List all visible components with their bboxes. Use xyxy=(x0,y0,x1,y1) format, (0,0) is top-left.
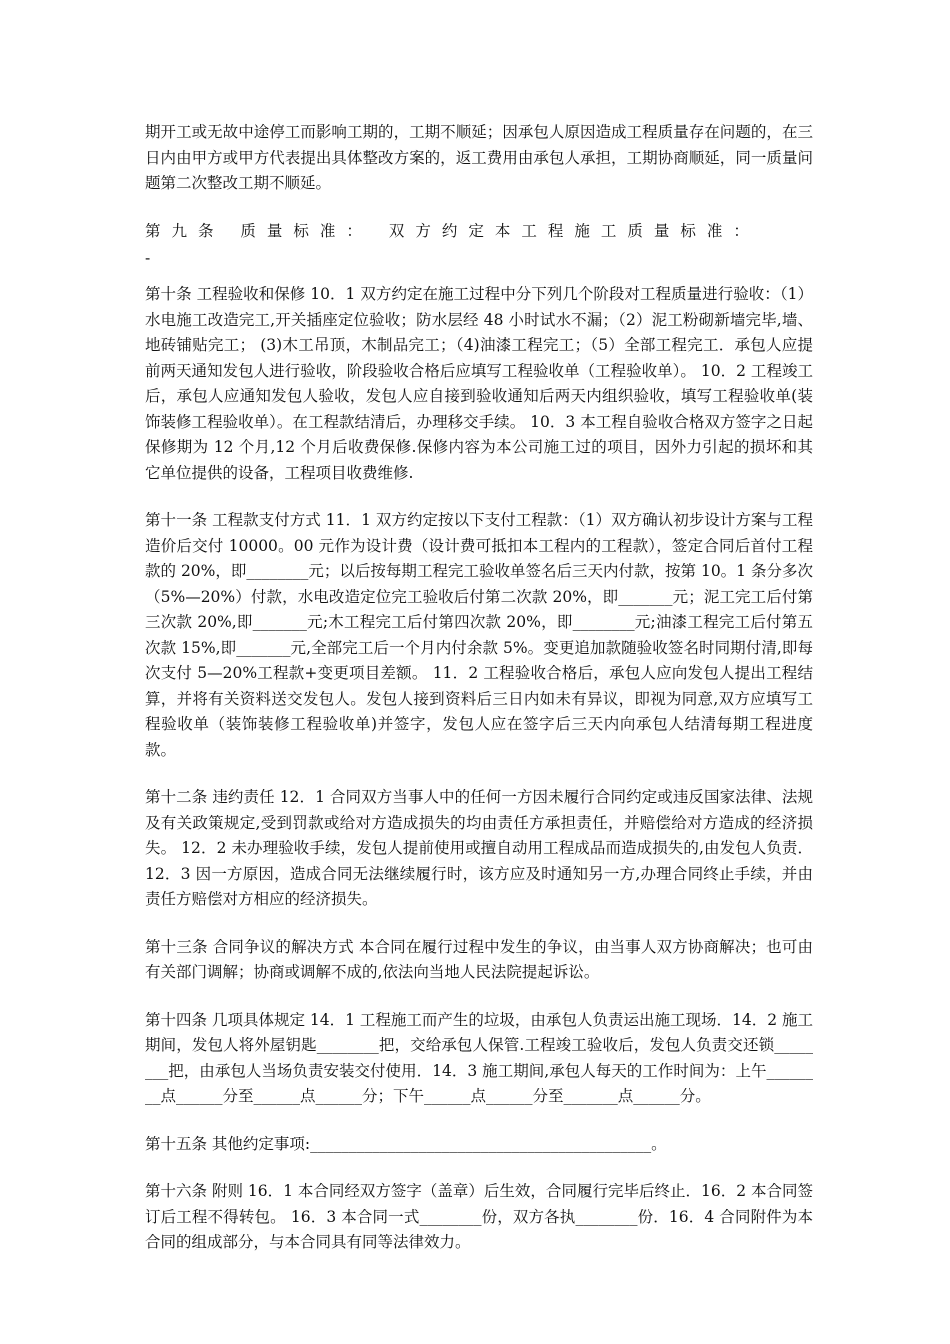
paragraph-article-10: 第十条 工程验收和保修 10．1 双方约定在施工过程中分下列几个阶段对工程质量进行验收：（1）水电施工改造完工,开关插座定位验收；防水层经 48 小时试水不漏；（2）泥工粉砌新墙完毕,墙、地砖铺贴完工； (3)木工吊顶，木制品完工；（4)油漆工程完工；（5）全部工程完工．承包人应提前两天通知发包人进行验收，阶段验收合格后应填写工程验收单（工程验收单）。 10．2 工程竣工后，承包人应通知发包人验收，发包人应自接到验收通知后两天内组织验收，填写工程验收单(装饰装修工程验收单）。在工程款结清后，办理移交手续。 10．3 本工程自验收合格双方签字之日起保修期为 12 个月,12 个月后收费保修.保修内容为本公司施工过的项目，因外力引起的损坏和其它单位提供的设备，工程项目收费维修. xyxy=(145,285,813,482)
paragraph-article-14: 第十四条 几项具体规定 14．1 工程施工而产生的垃圾，由承包人负责运出施工现场．14．2 施工期间，发包人将外屋钥匙________把，交给承包人保管.工程竣工验收后，发包人负责交还锁________把，由承包人当场负责安装交付使用．14．3 施工期间,承包人每天的工作时间为：上午________点______分至______点______分；下午______点______分至_______点______分。 xyxy=(145,1010,813,1105)
paragraph-article-11: 第十一条 工程款支付方式 11．1 双方约定按以下支付工程款：（1）双方确认初步设计方案与工程造价后交付 10000。00 元作为设计费（设计费可抵扣本工程内的工程款），签定合同后首付工程款的 20%，即________元；以后按每期工程完工验收单签名后三天内付款，按第 10。1 条分多次（5%—20%）付款，水电改造定位完工验收后付第二次款 20%，即_______元；泥工完工后付第三次款 20%,即_______元;木工程完工后付第四次款 20%，即________元;油漆工程完工后付第五次款 15%,即_______元,全部完工后一个月内付余款 5%。变更追加款随验收签名时同期付清,即每次支付 5—20%工程款+变更项目差额。 11．2 工程验收合格后，承包人应向发包人提出工程结算，并将有关资料送交发包人。发包人接到资料后三日内如未有异议，即视为同意,双方应填写工程验收单（装饰装修工程验收单)并签字，发包人应在签字后三天内向承包人结清每期工程进度款。 xyxy=(145,511,813,759)
paragraph-article-15: 第十五条 其他约定事项:____________________________________________。 xyxy=(145,1134,667,1153)
paragraph-article-9: 第九条 质量标准： 双方约定本工程施工质量标准： xyxy=(145,221,760,240)
document-body xyxy=(145,120,813,1278)
paragraph-article-16: 第十六条 附则 16．1 本合同经双方签字（盖章）后生效，合同履行完毕后终止．16．2 本合同签订后工程不得转包。 16．3 本合同一式________份，双方各执________份．16．4 合同附件为本合同的组成部分，与本合同具有同等法律效力。 xyxy=(145,1182,813,1251)
paragraph-continuation: 期开工或无故中途停工而影响工期的，工期不顺延；因承包人原因造成工程质量存在问题的，在三日内由甲方或甲方代表提出具体整改方案的，返工费用由承包人承担，工期协商顺延，同一质量问题第二次整改工期不顺延。 xyxy=(145,123,813,192)
paragraph-article-12: 第十二条 违约责任 12．1 合同双方当事人中的任何一方因未履行合同约定或违反国家法律、法规及有关政策规定,受到罚款或给对方造成损失的均由责任方承担责任，并赔偿给对方造成的经济损失。 12．2 未办理验收手续，发包人提前使用或擅自动用工程成品而造成损失的,由发包人负责．12．3 因一方原因，造成合同无法继续履行时，该方应及时通知另一方,办理合同终止手续，并由责任方赔偿对方相应的经济损失。 xyxy=(145,788,813,908)
paragraph-article-13: 第十三条 合同争议的解决方式 本合同在履行过程中发生的争议，由当事人双方协商解决；也可由有关部门调解；协商或调解不成的,依法向当地人民法院提起诉讼。 xyxy=(145,937,813,981)
article-9-blank-mark: - xyxy=(145,249,151,267)
